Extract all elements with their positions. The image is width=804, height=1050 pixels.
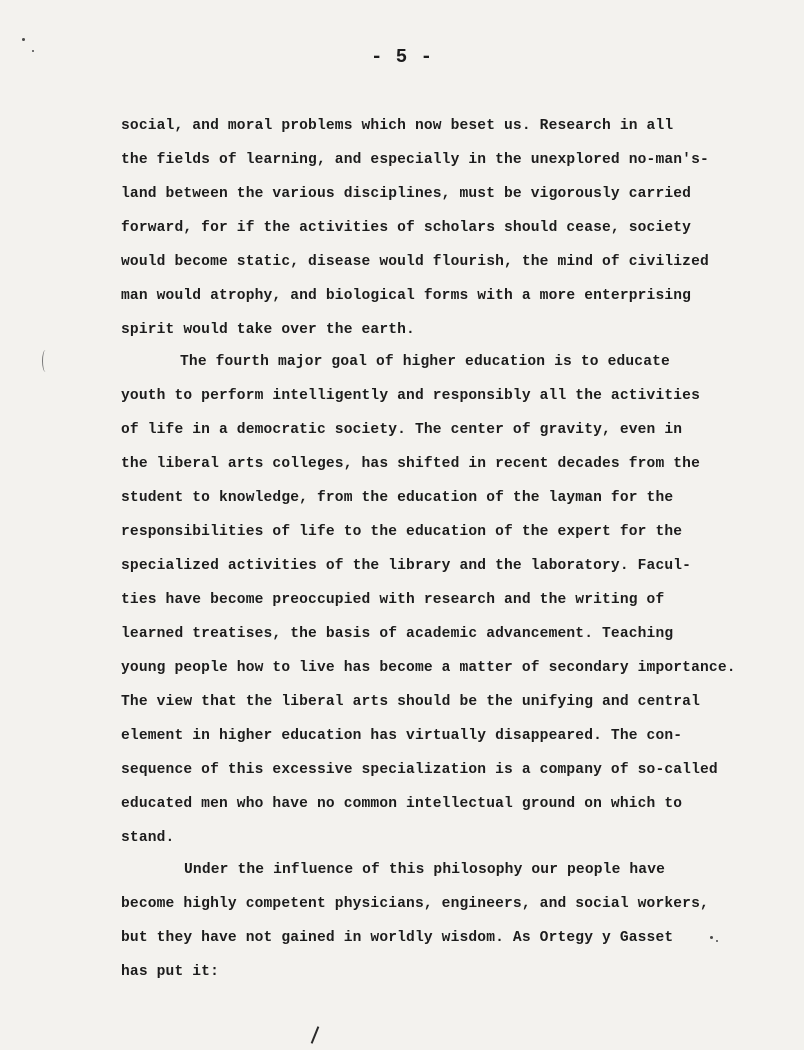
text-line-14: specialized activities of the library and the laboratory. Facul- xyxy=(121,558,692,574)
text-line-7: spirit would take over the earth. xyxy=(121,322,415,338)
page-number: - 5 - xyxy=(370,46,433,68)
text-line-20: sequence of this excessive specialization is a company of so-called xyxy=(121,762,718,778)
text-line-2: the fields of learning, and especially in the unexplored no-man's- xyxy=(121,152,709,168)
text-line-6: man would atrophy, and biological forms with a more enterprising xyxy=(121,288,692,304)
text-line-23: Under the influence of this philosophy our people have xyxy=(184,862,666,878)
text-line-8: The fourth major goal of higher education is to educate xyxy=(180,354,670,370)
scan-speck xyxy=(22,38,25,41)
text-line-17: young people how to live has become a matter of secondary importance. xyxy=(121,660,736,676)
margin-mark xyxy=(42,350,49,372)
text-line-11: the liberal arts colleges, has shifted in recent decades from the xyxy=(121,456,700,472)
text-line-22: stand. xyxy=(121,830,175,846)
text-line-4: forward, for if the activities of scholars should cease, society xyxy=(121,220,692,236)
text-line-18: The view that the liberal arts should be the unifying and central xyxy=(121,694,700,710)
text-line-5: would become static, disease would flourish, the mind of civilized xyxy=(121,254,709,270)
text-line-3: land between the various disciplines, must be vigorously carried xyxy=(121,186,692,202)
scan-speck xyxy=(710,936,713,939)
text-line-21: educated men who have no common intellectual ground on which to xyxy=(121,796,683,812)
text-line-12: student to knowledge, from the education of the layman for the xyxy=(121,490,674,506)
text-line-24: become highly competent physicians, engineers, and social workers, xyxy=(121,896,709,912)
text-line-9: youth to perform intelligently and responsibly all the activities xyxy=(121,388,700,404)
scan-speck xyxy=(32,50,34,52)
text-line-16: learned treatises, the basis of academic advancement. Teaching xyxy=(121,626,674,642)
text-line-10: of life in a democratic society. The center of gravity, even in xyxy=(121,422,683,438)
text-line-26: has put it: xyxy=(121,964,219,980)
text-line-25: but they have not gained in worldly wisdom. As Ortegy y Gasset xyxy=(121,930,674,946)
text-line-1: social, and moral problems which now beset us. Research in all xyxy=(121,118,674,134)
text-line-13: responsibilities of life to the education of the expert for the xyxy=(121,524,683,540)
scan-speck xyxy=(716,940,718,942)
text-line-19: element in higher education has virtually disappeared. The con- xyxy=(121,728,683,744)
text-line-15: ties have become preoccupied with research and the writing of xyxy=(121,592,665,608)
